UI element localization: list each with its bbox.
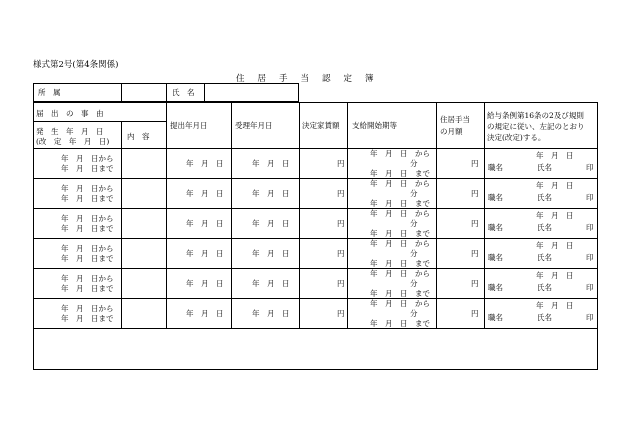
- content-header: 内 容: [127, 132, 150, 141]
- row-start-to: 年 月 日 まで: [370, 169, 430, 178]
- row-start-min: 分: [410, 309, 418, 318]
- row-position: 職名: [488, 193, 503, 202]
- row-seal: 印: [586, 313, 594, 322]
- submit-date-header: 提出年月日: [170, 121, 208, 130]
- row-date-to: 年 月 日まで: [61, 164, 114, 173]
- row-start-from: 年 月 日 から: [370, 179, 430, 188]
- row-decision-date: 年 月 日: [536, 181, 574, 190]
- row-rent-yen: 円: [337, 249, 345, 258]
- row-start-min: 分: [410, 219, 418, 228]
- decision-header-2: の規定に従い、左記のとおり: [487, 122, 585, 131]
- row-submit-date: 年 月 日: [186, 309, 224, 318]
- row-start-from: 年 月 日 から: [370, 209, 430, 218]
- row-date-to: 年 月 日まで: [61, 284, 114, 293]
- row-start-from: 年 月 日 から: [370, 149, 430, 158]
- row-decision-date: 年 月 日: [536, 151, 574, 160]
- row-receipt-date: 年 月 日: [252, 189, 290, 198]
- row-date-from: 年 月 日から: [61, 154, 114, 163]
- row-seal: 印: [586, 283, 594, 292]
- row-start-min: 分: [410, 189, 418, 198]
- row-allow-yen: 円: [471, 309, 479, 318]
- row-seal: 印: [586, 223, 594, 232]
- decision-header-3: 決定(改定)する。: [487, 133, 546, 142]
- row-date-from: 年 月 日から: [61, 244, 114, 253]
- row-date-to: 年 月 日まで: [61, 314, 114, 323]
- row-decision-date: 年 月 日: [536, 301, 574, 310]
- row-allow-yen: 円: [471, 249, 479, 258]
- occurrence-header-2: (改 定 年 月 日): [36, 137, 110, 146]
- row-position: 職名: [488, 283, 503, 292]
- row-person: 氏名: [537, 163, 552, 172]
- row-receipt-date: 年 月 日: [252, 309, 290, 318]
- row-start-from: 年 月 日 から: [370, 299, 430, 308]
- row-submit-date: 年 月 日: [186, 159, 224, 168]
- row-submit-date: 年 月 日: [186, 279, 224, 288]
- occurrence-header-1: 発 生 年 月 日: [36, 127, 104, 136]
- row-rent-yen: 円: [337, 159, 345, 168]
- row-decision-date: 年 月 日: [536, 241, 574, 250]
- row-decision-date: 年 月 日: [536, 211, 574, 220]
- dept-field[interactable]: [126, 89, 164, 99]
- row-start-min: 分: [410, 159, 418, 168]
- row-receipt-date: 年 月 日: [252, 159, 290, 168]
- row-date-from: 年 月 日から: [61, 304, 114, 313]
- row-date-from: 年 月 日から: [61, 274, 114, 283]
- row-rent-yen: 円: [337, 279, 345, 288]
- row-submit-date: 年 月 日: [186, 219, 224, 228]
- dept-label: 所 属: [38, 88, 61, 97]
- row-start-min: 分: [410, 279, 418, 288]
- row-allow-yen: 円: [471, 159, 479, 168]
- row-position: 職名: [488, 253, 503, 262]
- receipt-date-header: 受理年月日: [235, 121, 273, 130]
- row-seal: 印: [586, 193, 594, 202]
- row-receipt-date: 年 月 日: [252, 249, 290, 258]
- page-title: 住居手当認定簿: [236, 74, 387, 84]
- row-date-from: 年 月 日から: [61, 214, 114, 223]
- row-receipt-date: 年 月 日: [252, 219, 290, 228]
- row-rent-yen: 円: [337, 309, 345, 318]
- row-person: 氏名: [537, 193, 552, 202]
- row-seal: 印: [586, 253, 594, 262]
- row-start-to: 年 月 日 まで: [370, 229, 430, 238]
- row-date-to: 年 月 日まで: [61, 224, 114, 233]
- row-seal: 印: [586, 163, 594, 172]
- row-date-to: 年 月 日まで: [61, 194, 114, 203]
- row-person: 氏名: [537, 223, 552, 232]
- row-rent-yen: 円: [337, 219, 345, 228]
- row-person: 氏名: [537, 313, 552, 322]
- decision-header-1: 給与条例第16条の2及び規則: [487, 111, 584, 120]
- row-start-to: 年 月 日 まで: [370, 259, 430, 268]
- row-submit-date: 年 月 日: [186, 189, 224, 198]
- row-start-to: 年 月 日 まで: [370, 289, 430, 298]
- row-receipt-date: 年 月 日: [252, 279, 290, 288]
- allowance-header-2: の月額: [440, 127, 463, 136]
- row-start-from: 年 月 日 から: [370, 269, 430, 278]
- row-rent-yen: 円: [337, 189, 345, 198]
- row-start-min: 分: [410, 249, 418, 258]
- row-date-from: 年 月 日から: [61, 184, 114, 193]
- name-label: 氏 名: [172, 88, 195, 97]
- row-decision-date: 年 月 日: [536, 271, 574, 280]
- payment-start-header: 支給開始期等: [352, 121, 397, 130]
- name-field[interactable]: [208, 89, 296, 99]
- row-position: 職名: [488, 313, 503, 322]
- row-start-to: 年 月 日 まで: [370, 199, 430, 208]
- allowance-header-1: 住居手当: [440, 115, 470, 124]
- row-allow-yen: 円: [471, 189, 479, 198]
- row-person: 氏名: [537, 283, 552, 292]
- form-number: 様式第2号(第4条関係): [33, 60, 119, 70]
- row-allow-yen: 円: [471, 219, 479, 228]
- row-start-from: 年 月 日 から: [370, 239, 430, 248]
- row-start-to: 年 月 日 まで: [370, 319, 430, 328]
- row-position: 職名: [488, 223, 503, 232]
- rent-header: 決定家賃額: [302, 121, 340, 130]
- row-allow-yen: 円: [471, 279, 479, 288]
- row-person: 氏名: [537, 253, 552, 262]
- row-position: 職名: [488, 163, 503, 172]
- row-submit-date: 年 月 日: [186, 249, 224, 258]
- reason-header: 届 出 の 事 由: [36, 109, 104, 118]
- main-table: [33, 102, 598, 370]
- row-date-to: 年 月 日まで: [61, 254, 114, 263]
